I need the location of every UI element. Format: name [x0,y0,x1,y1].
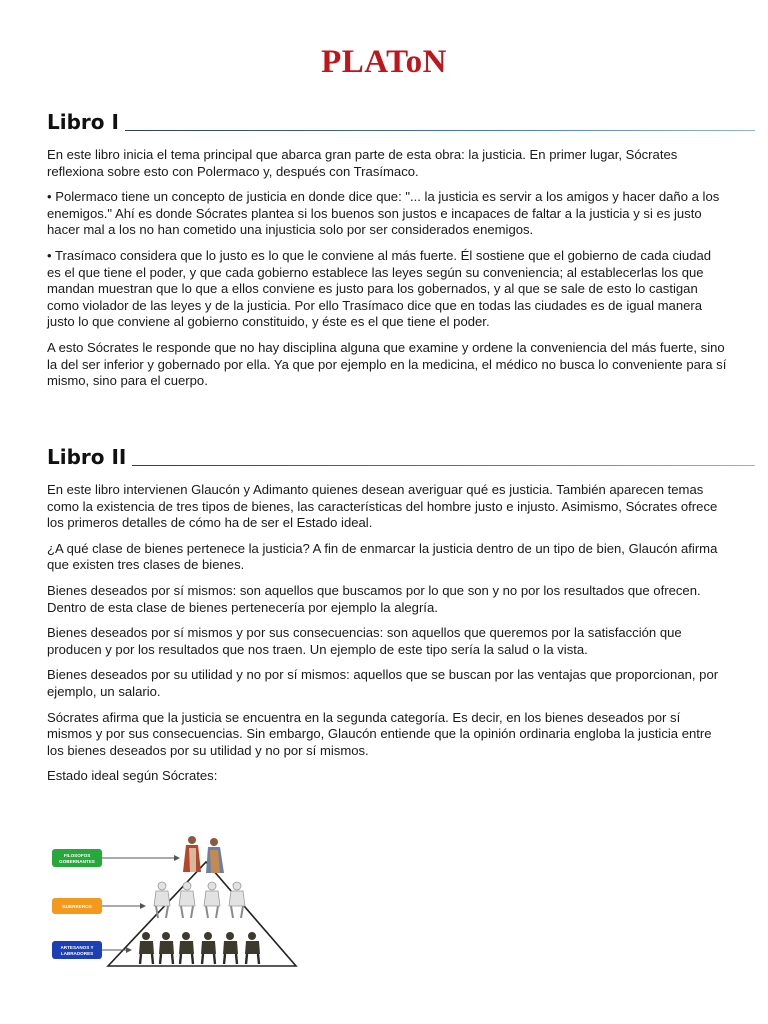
label-text-bottom-1: ARTESANOS Y [60,945,94,950]
pyramid-svg [50,828,300,974]
philosopher-figures [183,836,224,873]
arrow-head-top [174,855,180,861]
label-artisans [52,941,132,959]
paragraph: Sócrates afirma que la justicia se encuentra en la segunda categoría. Es decir, en los bienes deseados por sí mismos y por sus consecuencias. Sin embargo, Glaucón entiende que la opinión ordinaria engloba la justicia entre los bienes deseados por su utilidad y no por sí mismos. [47,709,712,758]
paragraph: ¿A qué clase de bienes pertenece la justicia? A fin de enmarcar la justicia dentro de un tipo de bien, Glaucón afirma que existen tres clases de bienes. [47,540,718,573]
libro-1-body [47,147,727,399]
paragraph: • Polermaco tiene un concepto de justicia en donde dice que: "... la justicia es servir a los amigos y hacer daño a los enemigos." Ahí es donde Sócrates plantea si los buenos son justos e incapaces de faltar a la justicia y si es justo hacer mal a los no han cometido una injusticia solo por ser considerados enemigos. [47,189,720,238]
paragraph: Bienes deseados por sí mismos y por sus consecuencias: son aquellos que queremos por la satisfacción que producen y por los resultados que nos traen. Un ejemplo de este tipo sería la salud o la vista. [47,625,682,657]
heading-text: Libro II [47,445,127,469]
page-title: PLAToN [321,44,447,80]
label-text-bottom-2: LABRADORES [60,951,94,956]
heading-rule [132,465,755,466]
label-philosophers [52,849,180,867]
paragraph: • Trasímaco considera que lo justo es lo que le conviene al más fuerte. Él sostiene que el gobierno de cada ciudad es el que tiene el poder, y que cada gobierno establece las leyes según su conveniencia; al establecerlas los que mandan muestran que lo que a ellos conviene es justo para los gobernados, y al que se sale de esto lo castigan como violador de las leyes y de la justicia. Por ello Trasímaco dice que en todas las ciudades es de igual manera justo lo que conviene al gobierno constituido, y éste es el que tiene el poder. [47,247,712,330]
heading-text: Libro I [47,110,119,134]
section-heading-libro-2 [47,445,755,469]
label-text-top-1: FILOSOFOS [63,853,91,858]
paragraph: Bienes deseados por sí mismos: son aquellos que buscamos por lo que son y no por los resultados que ofrecen. Dentro de esta clase de bienes pertenecería por ejemplo la alegría. [47,582,701,615]
paragraph: En este libro intervienen Glaucón y Adimanto quienes desean averiguar qué es justicia. También aparecen temas como la existencia de tres tipos de bienes, las características del hombre justo e injusto. Asimismo, Sócrates ofrece los primeros detalles de cómo ha de ser el Estado ideal. [47,482,718,531]
label-text-top-2: GOBERNANTES [59,859,95,864]
arrow-head-bottom [126,947,132,953]
arrow-head-middle [140,903,146,909]
libro-2-body [47,482,727,794]
ideal-state-pyramid-figure [50,828,300,974]
label-guardians [52,898,146,914]
paragraph: Bienes deseados por su utilidad y no por sí mismos: aquellos que se buscan por las ventajas que proporcionan, por ejemplo, un salario. [47,667,719,699]
heading-rule [125,130,755,131]
label-text-middle: GUERREROS [62,904,92,909]
label-box-top [52,849,102,867]
guardian-figures [154,882,245,918]
paragraph: Estado ideal según Sócrates: [47,768,218,784]
label-box-bottom [52,941,102,959]
artisan-figures [139,932,260,964]
paragraph: A esto Sócrates le responde que no hay disciplina alguna que examine y ordene la conveniencia del más fuerte, sino la del ser inferior y gobernado por ella. Ya que por ejemplo en la medicina, el médico no busca lo conveniente para sí mismo, sino para el cuerpo. [47,339,727,389]
paragraph: En este libro inicia el tema principal que abarca gran parte de esta obra: la justicia. En primer lugar, Sócrates reflexiona sobre esto con Polermaco y, después con Trasímaco. [47,147,678,179]
section-heading-libro-1 [47,110,755,134]
